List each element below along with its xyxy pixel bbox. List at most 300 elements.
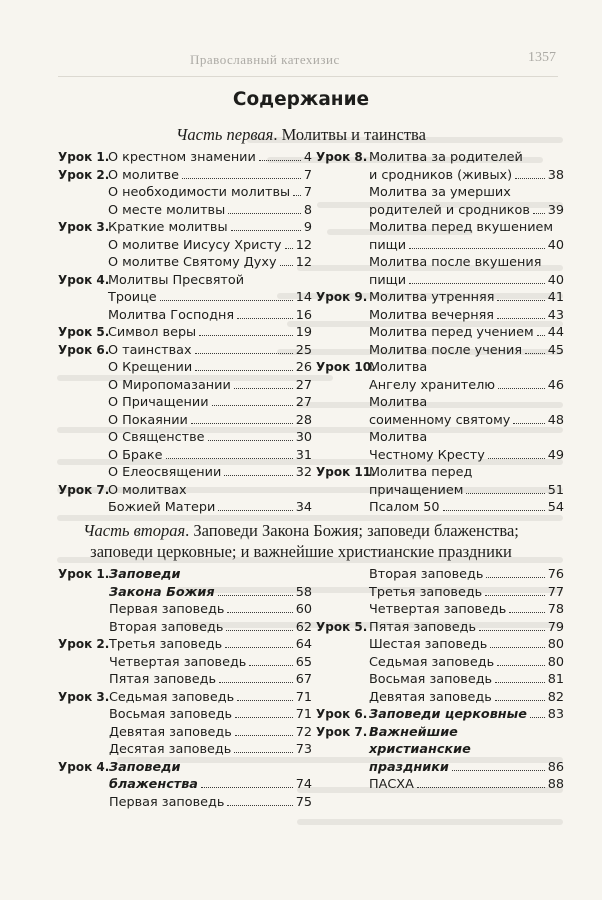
dot-leader <box>497 299 544 301</box>
page-ref: 67 <box>295 672 312 687</box>
toc-entry <box>58 429 312 447</box>
entry-title: причащением <box>369 482 464 498</box>
toc-entry-line <box>109 689 312 707</box>
entry-title: и сродников (живых) <box>369 167 513 183</box>
entry-title: О молитве Иисусу Христу <box>108 237 282 253</box>
dot-leader <box>218 594 293 596</box>
dot-leader <box>199 334 293 336</box>
page-ref: 46 <box>547 377 564 393</box>
page-ref: 58 <box>295 584 312 600</box>
page-ref: 81 <box>547 672 564 687</box>
dot-leader <box>237 317 293 319</box>
toc-entry-line <box>109 706 312 724</box>
toc-entry-line <box>369 566 564 584</box>
entry-title: О Браке <box>108 447 163 463</box>
toc-entry <box>316 394 564 412</box>
toc-entry-line <box>108 394 312 412</box>
dot-leader <box>495 681 545 683</box>
toc-entry <box>316 359 564 377</box>
entry-title: Ангелу хранителю <box>369 377 496 393</box>
toc-entry <box>316 706 564 724</box>
toc-entry-line <box>108 342 312 360</box>
toc-entry <box>58 289 312 307</box>
entry-title: О Священстве <box>108 430 205 445</box>
toc-entry-line <box>109 671 312 689</box>
page-ref: 32 <box>295 465 312 480</box>
toc-entry-line <box>369 776 564 794</box>
toc-entry <box>58 724 312 742</box>
page-ref: 79 <box>547 619 564 635</box>
toc-entry-line <box>108 254 312 272</box>
entry-title: Пятая заповедь <box>369 619 477 635</box>
toc-entry-line <box>369 377 564 395</box>
toc-entry <box>58 654 312 672</box>
entry-title: Молитва <box>369 360 428 375</box>
dot-leader <box>235 716 293 718</box>
page-ref: 73 <box>295 742 312 757</box>
dot-leader <box>515 177 545 179</box>
toc-entry <box>58 601 312 619</box>
toc-entry-line <box>109 741 312 759</box>
toc-entry-line <box>369 447 564 465</box>
toc-entry-line <box>369 412 564 430</box>
entry-title: Закона Божия <box>109 584 215 600</box>
dot-leader <box>234 751 292 753</box>
toc-entry-line <box>108 412 312 430</box>
toc-entry <box>58 307 312 325</box>
part2-heading: Часть вторая. Заповеди Закона Божия; заповеди блаженства; заповеди церковные; и важнейшие христианские праздники <box>83 521 519 561</box>
toc-entry <box>58 447 312 465</box>
dot-leader <box>227 611 292 613</box>
toc-entry-line <box>369 289 564 307</box>
page-ref: 74 <box>295 777 312 792</box>
page-number: 1357 <box>528 50 556 65</box>
page-ref: 48 <box>547 412 564 428</box>
entry-title: О месте молитвы <box>108 202 226 218</box>
toc-entry-line <box>108 464 312 482</box>
entry-title: Заповеди церковные <box>369 707 527 722</box>
dot-leader <box>285 247 293 249</box>
dot-leader <box>166 457 293 459</box>
part2-label: Часть вторая <box>83 521 186 540</box>
page-ref: 71 <box>295 707 312 722</box>
dot-leader <box>226 629 292 631</box>
toc-entry <box>316 724 564 742</box>
toc-entry-line <box>109 654 312 672</box>
entry-title: Молитва после вкушения <box>369 255 542 270</box>
lesson-label: Урок 5. <box>316 619 368 634</box>
lesson-label: Урок 2. <box>58 637 110 651</box>
lesson-label: Урок 5. <box>58 325 110 339</box>
entry-title: Вторая заповедь <box>369 567 484 582</box>
toc-entry-line <box>109 794 312 812</box>
lesson-label: Урок 2. <box>58 167 110 182</box>
entry-title: Молитва Господня <box>108 307 235 323</box>
entry-title: Молитва перед учением <box>369 325 534 340</box>
dot-leader <box>417 786 545 788</box>
toc-entry <box>316 377 564 395</box>
page-ref: 31 <box>295 447 312 463</box>
page-ref: 39 <box>547 202 564 218</box>
page-ref: 4 <box>303 150 312 165</box>
toc-entry <box>316 601 564 619</box>
dot-leader <box>497 664 545 666</box>
entry-title: Божией Матери <box>108 500 216 515</box>
toc-entry-line <box>369 342 564 360</box>
entry-title: Молитва <box>369 430 428 445</box>
page-ref: 51 <box>547 482 564 498</box>
entry-title: Молитва за родителей <box>369 150 523 165</box>
dot-leader <box>485 594 544 596</box>
dot-leader <box>237 699 293 701</box>
entry-title: Шестая заповедь <box>369 637 488 652</box>
entry-title: Молитва перед <box>369 465 473 480</box>
entry-title: Псалом 50 <box>369 500 440 515</box>
page-ref: 38 <box>547 167 564 183</box>
page-ref: 34 <box>295 500 312 515</box>
page-ref: 8 <box>303 202 312 218</box>
toc-entry <box>58 636 312 654</box>
lesson-label: Урок 8. <box>316 150 368 164</box>
part2-title-line2: заповеди церковные; и важнейшие христианские праздники <box>90 542 512 561</box>
dot-leader <box>235 734 293 736</box>
lesson-label: Урок 1. <box>58 567 110 581</box>
entry-title: Девятая заповедь <box>109 724 232 740</box>
entry-title: Восьмая заповедь <box>369 672 493 687</box>
toc-entry <box>316 619 564 637</box>
toc-entry <box>58 566 312 584</box>
toc-entry-line <box>369 759 564 777</box>
toc-entry <box>58 219 312 237</box>
dot-leader <box>488 457 545 459</box>
toc-entry <box>58 342 312 360</box>
toc-entry <box>58 794 312 812</box>
entry-title: О Елеосвящении <box>108 465 222 480</box>
entry-title: О молитве Святому Духу <box>108 255 277 270</box>
toc-entry <box>58 412 312 430</box>
page-ref: 76 <box>547 567 564 582</box>
toc-entry <box>58 482 312 500</box>
entry-title: О крестном знамении <box>108 150 256 165</box>
toc-entry <box>316 342 564 360</box>
entry-title: Молитвы Пресвятой <box>108 272 245 288</box>
toc-entry <box>316 499 564 517</box>
toc-entry <box>58 377 312 395</box>
toc-entry-line <box>369 272 564 290</box>
toc-entry <box>316 237 564 255</box>
entry-title: праздники <box>369 759 449 775</box>
page-ref: 65 <box>295 654 312 670</box>
page-ref: 12 <box>295 237 312 253</box>
dot-leader <box>191 422 293 424</box>
toc-entry <box>58 499 312 517</box>
entry-title: Молитва вечерняя <box>369 307 495 323</box>
dot-leader <box>443 509 545 511</box>
page-ref: 43 <box>547 307 564 323</box>
toc-entry-line <box>369 167 564 185</box>
entry-title: О таинствах <box>108 342 192 358</box>
toc-entry-line <box>369 499 564 517</box>
lesson-label: Урок 3. <box>58 689 110 704</box>
dot-leader <box>533 212 545 214</box>
toc-entry-line <box>369 307 564 325</box>
dot-leader <box>497 317 545 319</box>
dot-leader <box>219 681 293 683</box>
toc-entry <box>316 759 564 777</box>
page-ref: 62 <box>295 619 312 635</box>
dot-leader <box>452 769 545 771</box>
entry-title: Символ веры <box>108 325 197 340</box>
toc-entry <box>316 184 564 202</box>
page-ref: 28 <box>295 412 312 428</box>
toc-entry <box>316 254 564 272</box>
entry-title: родителей и сродников <box>369 202 530 218</box>
page-ref: 75 <box>295 794 312 810</box>
toc-entry-line <box>108 377 312 395</box>
entry-title: Заповеди <box>109 759 181 775</box>
page-ref: 7 <box>303 167 312 183</box>
toc-entry-line <box>109 584 312 602</box>
toc-entry-line <box>108 429 312 447</box>
toc-entry <box>316 741 564 759</box>
toc2-right-column <box>316 566 564 794</box>
toc-entry <box>316 167 564 185</box>
entry-title: О Покаянии <box>108 412 188 428</box>
page-ref: 83 <box>547 707 564 722</box>
toc-entry <box>316 324 564 342</box>
toc-entry-line <box>369 671 564 689</box>
lesson-label: Урок 7. <box>316 724 368 739</box>
lesson-label: Урок 4. <box>58 759 110 774</box>
toc-entry-line <box>108 202 312 220</box>
toc-entry-line <box>108 167 312 185</box>
dot-leader <box>409 247 545 249</box>
toc-entry <box>316 566 564 584</box>
toc-entry <box>58 776 312 794</box>
entry-title: Девятая заповедь <box>369 689 492 705</box>
page-ref: 86 <box>547 759 564 775</box>
entry-title: Четвертая заповедь <box>369 602 507 617</box>
dot-leader <box>208 439 293 441</box>
toc-entry <box>316 689 564 707</box>
toc2-left-column <box>58 566 312 811</box>
page-ref: 60 <box>295 602 312 617</box>
entry-title: Молитва после учения <box>369 342 523 358</box>
dot-leader <box>234 387 293 389</box>
entry-title: Первая заповедь <box>109 602 225 617</box>
dot-leader <box>509 611 544 613</box>
toc-entry-line <box>369 202 564 220</box>
part1-title: Молитвы и таинства <box>281 125 426 144</box>
dot-leader <box>479 629 545 631</box>
page-ref: 25 <box>295 342 312 358</box>
page-ref: 16 <box>295 307 312 323</box>
entry-title: Четвертая заповедь <box>109 654 247 670</box>
page-ref: 82 <box>547 689 564 705</box>
lesson-label: Урок 10. <box>316 360 376 374</box>
toc-entry-line <box>108 447 312 465</box>
lesson-label: Урок 7. <box>58 482 110 497</box>
entry-title: Вторая заповедь <box>109 619 224 635</box>
page-title: Содержание <box>232 89 370 110</box>
toc-entry-line <box>108 359 312 377</box>
toc-entry <box>316 654 564 672</box>
page-ref: 45 <box>547 342 564 358</box>
entry-title: Первая заповедь <box>109 794 225 810</box>
entry-title: Молитва за умерших <box>369 185 511 200</box>
page-ref: 78 <box>547 602 564 617</box>
dot-leader <box>466 492 544 494</box>
toc-entry <box>316 202 564 220</box>
toc-entry <box>316 272 564 290</box>
dot-leader <box>537 334 545 336</box>
toc-entry <box>58 619 312 637</box>
toc1-right-column <box>316 149 564 517</box>
entry-title: соименному святому <box>369 412 511 428</box>
dot-leader <box>513 422 544 424</box>
toc-entry-line <box>108 237 312 255</box>
page-ref: 26 <box>295 360 312 375</box>
page-ref: 80 <box>547 637 564 652</box>
toc1-left-column <box>58 149 312 517</box>
toc-entry-line <box>109 724 312 742</box>
toc-entry <box>316 482 564 500</box>
entry-title: ПАСХА <box>369 777 414 792</box>
toc-entry <box>316 289 564 307</box>
lesson-label: Урок 9. <box>316 290 368 304</box>
toc-entry <box>58 706 312 724</box>
entry-title: О молитве <box>108 167 179 183</box>
page-ref: 54 <box>547 500 564 515</box>
toc-entry-line <box>109 636 312 654</box>
toc-entry <box>58 359 312 377</box>
entry-title: пищи <box>369 272 407 288</box>
toc-entry-line <box>108 324 312 342</box>
entry-title: О необходимости молитвы <box>108 185 291 200</box>
dot-leader <box>293 194 301 196</box>
entry-title: блаженства <box>109 777 198 792</box>
dot-leader <box>530 716 545 718</box>
page-ref: 19 <box>295 325 312 340</box>
dot-leader <box>195 352 293 354</box>
page-ref: 72 <box>295 724 312 740</box>
dot-leader <box>486 576 544 578</box>
page-ref: 88 <box>547 777 564 792</box>
toc-entry <box>316 636 564 654</box>
entry-title: Заповеди <box>109 567 181 582</box>
entry-title: пищи <box>369 237 407 253</box>
page-ref: 9 <box>303 220 312 235</box>
toc-entry-line <box>369 706 564 724</box>
toc-entry <box>58 671 312 689</box>
toc-entry <box>58 184 312 202</box>
entry-title: Молитва перед вкушением <box>369 220 554 235</box>
toc-entry-line <box>369 689 564 707</box>
toc-entry <box>316 584 564 602</box>
dot-leader <box>228 212 301 214</box>
toc-entry <box>316 464 564 482</box>
part1-label: Часть первая <box>176 125 274 144</box>
toc-entry-line <box>369 237 564 255</box>
dot-leader <box>495 699 545 701</box>
entry-title: О молитвах <box>108 482 187 498</box>
page-ref: 64 <box>295 637 312 652</box>
dot-leader <box>490 646 544 648</box>
entry-title: Молитва <box>369 395 428 410</box>
lesson-label: Урок 6. <box>58 342 110 357</box>
dot-leader <box>498 387 545 389</box>
toc-entry <box>58 202 312 220</box>
toc-entry-line <box>109 619 312 637</box>
entry-title: Седьмая заповедь <box>109 689 235 705</box>
running-head: Православный катехизис <box>190 52 340 67</box>
toc-entry-line <box>108 307 312 325</box>
entry-title: О Миропомазании <box>108 377 231 393</box>
header-rule <box>58 76 558 77</box>
page-ref: 41 <box>547 290 564 305</box>
dot-leader <box>227 804 292 806</box>
page-ref: 27 <box>295 377 312 393</box>
entry-title: Третья заповедь <box>109 637 223 652</box>
page-ref: 80 <box>547 654 564 670</box>
toc-entry <box>316 149 564 167</box>
toc-entry <box>316 447 564 465</box>
toc-entry <box>316 671 564 689</box>
entry-title: Восьмая заповедь <box>109 707 233 722</box>
dot-leader <box>225 646 292 648</box>
dot-leader <box>409 282 545 284</box>
dot-leader <box>259 159 301 161</box>
toc-entry <box>58 254 312 272</box>
dot-leader <box>218 509 292 511</box>
entry-title: Пятая заповедь <box>109 672 217 687</box>
toc-entry <box>316 412 564 430</box>
entry-title: Важнейшие <box>369 724 458 740</box>
toc-entry <box>58 464 312 482</box>
toc-entry-line <box>108 499 312 517</box>
toc-entry-line <box>369 619 564 637</box>
page-ref: 30 <box>295 430 312 445</box>
toc-entry-line <box>369 601 564 619</box>
toc-entry-line <box>369 324 564 342</box>
dot-leader <box>201 786 293 788</box>
dot-leader <box>525 352 545 354</box>
toc-entry-line <box>108 149 312 167</box>
toc-entry-line <box>109 776 312 794</box>
page-ref: 49 <box>547 447 564 463</box>
lesson-label: Урок 4. <box>58 272 110 287</box>
dot-leader <box>182 177 301 179</box>
toc-entry <box>58 741 312 759</box>
toc-entry-line <box>108 289 312 307</box>
part2-title-line1: Заповеди Закона Божия; заповеди блаженства; <box>193 521 519 540</box>
toc-entry <box>58 237 312 255</box>
dot-leader <box>280 264 293 266</box>
page-ref: 77 <box>547 584 564 600</box>
page-ref: 14 <box>295 290 312 305</box>
toc-entry <box>58 149 312 167</box>
toc-entry <box>58 167 312 185</box>
page-ref: 40 <box>547 237 564 253</box>
entry-title: О Причащении <box>108 395 209 410</box>
toc-entry <box>58 394 312 412</box>
entry-title: Молитва утренняя <box>369 290 495 305</box>
toc-entry <box>316 776 564 794</box>
entry-title: Десятая заповедь <box>109 742 232 757</box>
toc-entry-line <box>109 601 312 619</box>
dot-leader <box>231 229 301 231</box>
page-ref: 7 <box>303 185 312 200</box>
